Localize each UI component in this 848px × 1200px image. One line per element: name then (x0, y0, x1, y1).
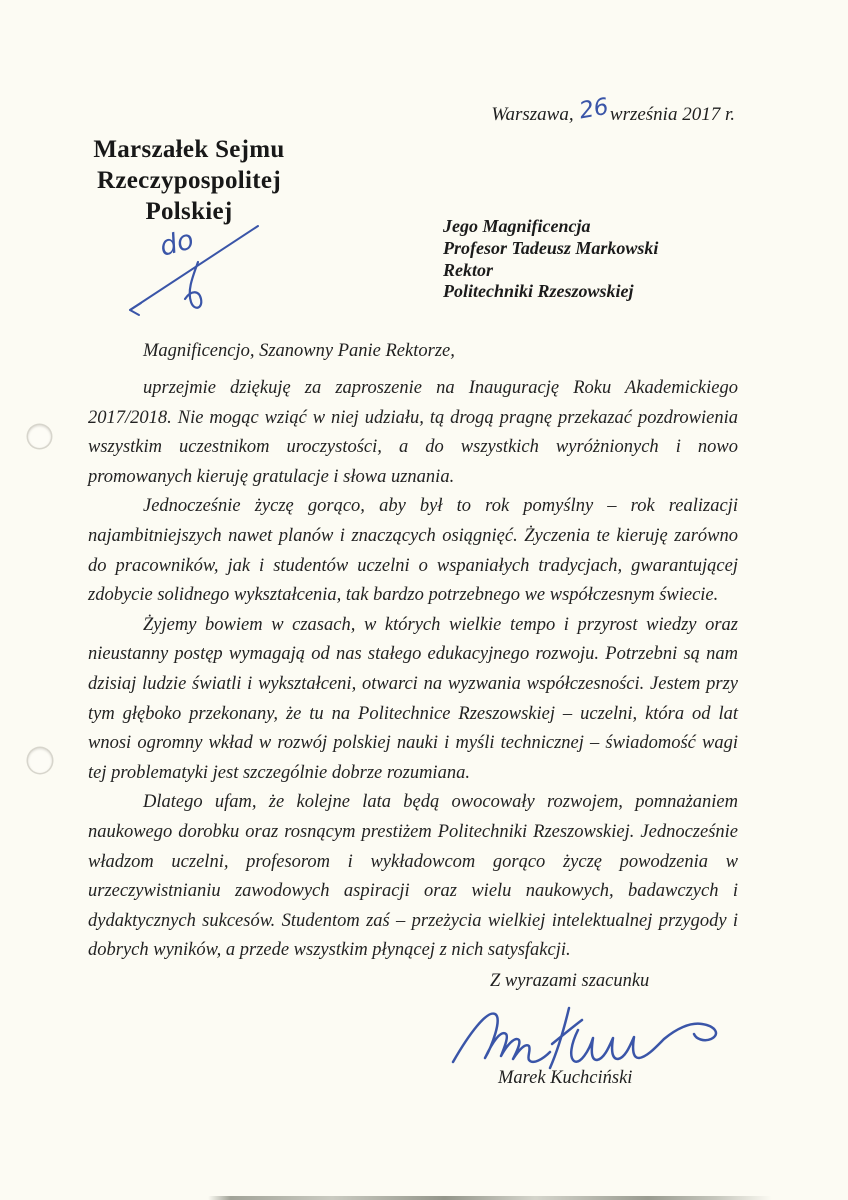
handwritten-forward-note: do (156, 224, 197, 263)
scan-edge-artifact (208, 1196, 772, 1200)
signer-name: Marek Kuchciński (498, 1068, 633, 1088)
letterhead-line1: Marszałek Sejmu (93, 136, 285, 163)
recipient-institution: Politechniki Rzeszowskiej (443, 281, 634, 302)
date-rest: września 2017 r. (609, 104, 735, 125)
salutation: Magnificencjo, Szanowny Panie Rektorze, (143, 341, 455, 361)
recipient-honorific: Jego Magnificencja (443, 216, 591, 236)
date-city: Warszawa, (491, 104, 574, 125)
signature-scribble (443, 996, 738, 1076)
forward-arrow-icon (108, 220, 278, 332)
handwritten-day: 26 (576, 93, 611, 125)
body-paragraph-2: Jednocześnie życzę gorąco, aby był to rok pomyślny – rok realizacji najambitniejszych nawet planów i znaczących osiągnięć. Życzenia te kieruję zarówno do pracowników, jak i studentów uczelni o wspaniałych tradycjach, gwarantującej zdobycie solidnego wykształcenia, tak bardzo potrzebnego we współczesnym świecie. (88, 496, 738, 606)
recipient-block (443, 216, 658, 303)
letterhead (62, 134, 316, 227)
hole-punch-mark-top (28, 425, 51, 448)
recipient-title: Rektor (443, 259, 494, 280)
valediction: Z wyrazami szacunku (490, 971, 650, 991)
hole-punch-mark-bottom (28, 748, 52, 773)
body-paragraph-4: Dlatego ufam, że kolejne lata będą owocowały rozwojem, pomnażaniem naukowego dorobku oraz rosnącym prestiżem Politechniki Rzeszowskiej. Jednocześnie władzom uczelni, profesorom i wykładowcom gorąco życzę powodzenia w urzeczywistnianiu zawodowych aspiracji oraz wielu naukowych, badawczych i dydaktycznych sukcesów. Studentom zaś – przeżycia wielkiej intelektualnej przygody i dobrych wyników, a przede wszystkim płynącej z nich satysfakcji. (88, 792, 738, 961)
date-line (491, 93, 735, 128)
letterhead-line2: Rzeczypospolitej Polskiej (97, 167, 281, 225)
body-paragraph-3: Żyjemy bowiem w czasach, w których wielkie tempo i przyrost wiedzy oraz nieustanny postęp wymagają od nas stałego edukacyjnego rozwoju. Potrzebni są nam dzisiaj ludzie światli i wykształceni, otwarci na wyzwania współczesności. Jestem przy tym głęboko przekonany, że tu na Politechnice Rzeszowskiej – uczelni, która od lat wnosi ogromny wkład w rozwój polskiej nauki i myśli technicznej – świadomość wagi tej problematyki jest szczególnie dobrze rozumiana. (88, 614, 738, 783)
letter-body (88, 374, 738, 966)
body-paragraph-1: uprzejmie dziękuję za zaproszenie na Inaugurację Roku Akademickiego 2017/2018. Nie mogąc wziąć w niej udziału, tą drogą pragnę przekazać pozdrowienia wszystkim uczestnikom uroczystości, a do wszystkich wyróżnionych i nowo promowanych kieruję gratulacje i słowa uznania. (88, 378, 738, 487)
recipient-name: Profesor Tadeusz Markowski (443, 237, 659, 258)
